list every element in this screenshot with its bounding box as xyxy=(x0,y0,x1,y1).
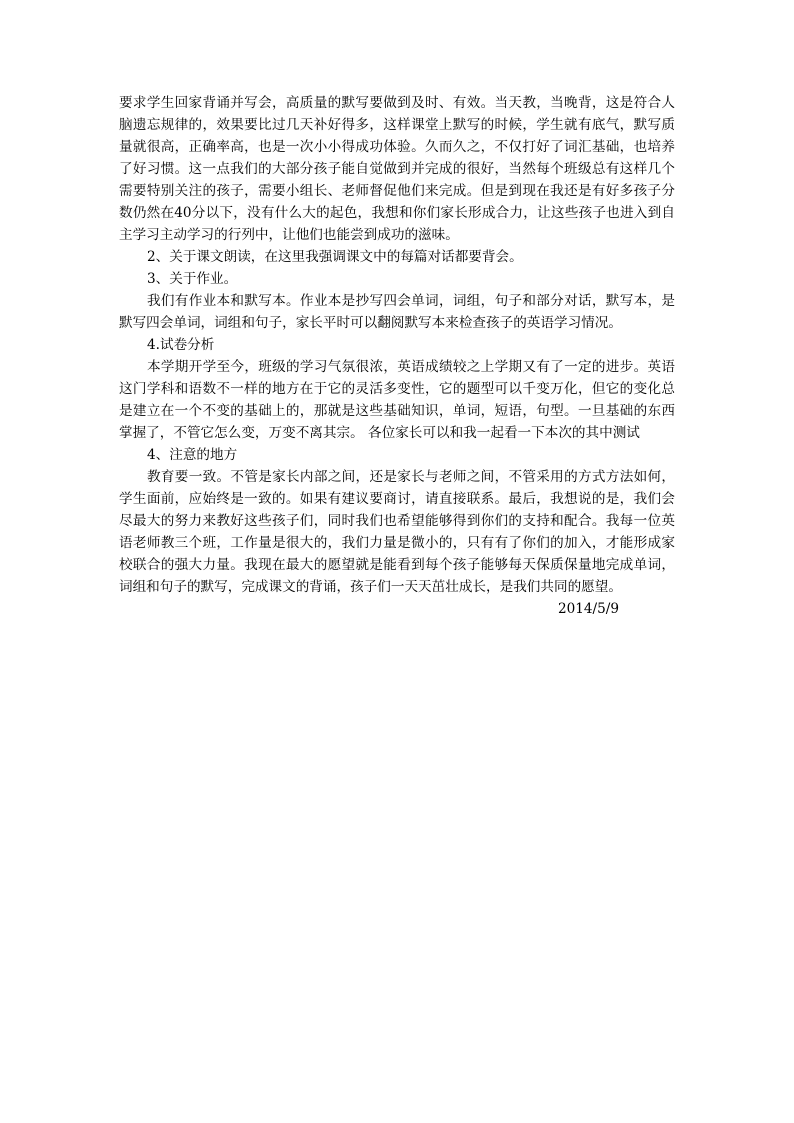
document-date: 2014/5/9 xyxy=(557,601,619,617)
paragraph-homework: 我们有作业本和默写本。作业本是抄写四会单词，词组，句子和部分对话，默写本，是默写四会单词，词组和句子，家长平时可以翻阅默写本来检查孩子的英语学习情况。 xyxy=(119,293,675,331)
paragraph-exam-analysis: 本学期开学至今，班级的学习气氛很浓，英语成绩较之上学期又有了一定的进步。英语这门学科和语数不一样的地方在于它的灵活多变性，它的题型可以千变万化，但它的变化总是建立在一个不变的基础上的，那就是这些基础知识，单词，短语，句型。一旦基础的东西掌握了，不管它怎么变，万变不离其宗。 各位家长可以和我一起看一下本次的其中测试 xyxy=(119,359,675,441)
paragraph-exam-heading: 4.试卷分析 xyxy=(147,337,215,353)
paragraph-reading-heading: 2、关于课文朗读，在这里我强调课文中的每篇对话都要背会。 xyxy=(147,249,523,265)
document-body xyxy=(119,92,675,620)
paragraph-dictation: 要求学生回家背诵并写会，高质量的默写要做到及时、有效。当天教，当晚背，这是符合人脑遗忘规律的，效果要比过几天补好得多，这样课堂上默写的时候，学生就有底气，默写质量就很高，正确率高，也是一次小小得成功体验。久而久之，不仅打好了词汇基础，也培养了好习惯。这一点我们的大部分孩子能自觉做到并完成的很好，当然每个班级总有这样几个需要特别关注的孩子，需要小组长、老师督促他们来完成。但是到现在我还是有好多孩子分数仍然在40分以下，没有什么大的起色，我想和你们家长形成合力，让这些孩子也进入到自主学习主动学习的行列中，让他们也能尝到成功的滋味。 xyxy=(119,95,675,243)
paragraph-homework-heading: 3、关于作业。 xyxy=(147,271,238,287)
paragraph-notes-heading: 4、注意的地方 xyxy=(147,447,238,463)
paragraph-notes: 教育要一致。不管是家长内部之间，还是家长与老师之间，不管采用的方式方法如何，学生面前，应始终是一致的。如果有建议要商讨，请直接联系。最后，我想说的是，我们会尽最大的努力来教好这些孩子们，同时我们也希望能够得到你们的支持和配合。我每一位英语老师教三个班，工作量是很大的，我们力量是微小的，只有有了你们的加入，才能形成家校联合的强大力量。我现在最大的愿望就是能看到每个孩子能够每天保质保量地完成单词，词组和句子的默写，完成课文的背诵，孩子们一天天茁壮成长，是我们共同的愿望。 xyxy=(119,469,675,595)
